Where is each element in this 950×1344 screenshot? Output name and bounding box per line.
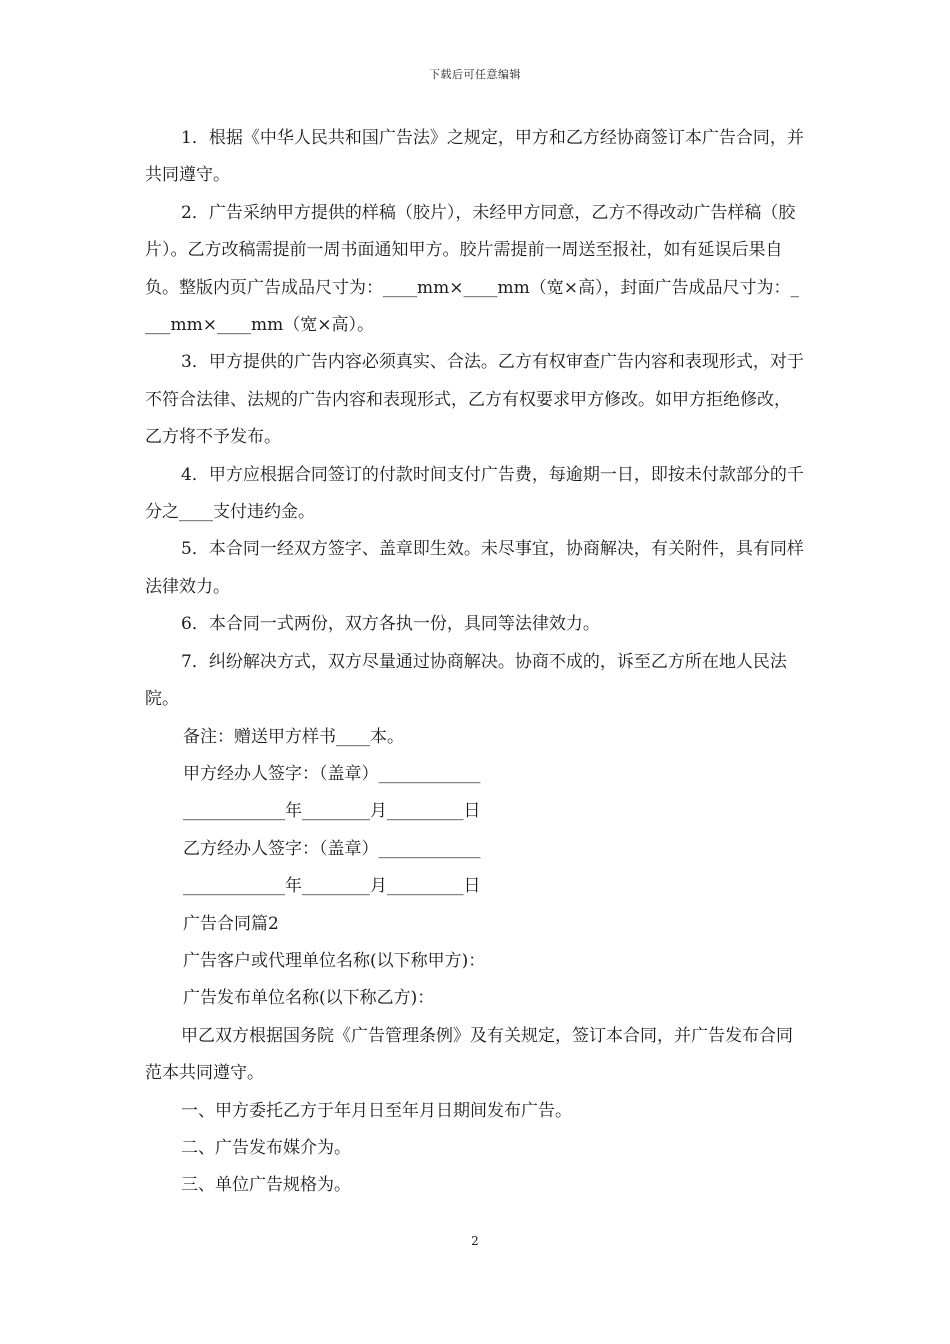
remark-line: 备注：赠送甲方样书____本。 — [183, 726, 404, 747]
clause-1: 1．根据《中华人民共和国广告法》之规定，甲方和乙方经协商签订本广告合同，并共同遵守。 — [145, 128, 804, 186]
clause-4: 4．甲方应根据合同签订的付款时间支付广告费，每逾期一日，即按未付款部分的千分之____支付违约金。 — [145, 464, 804, 523]
party-b-date-line: ____________年________月_________日 — [183, 876, 481, 897]
clause-2: 2．广告采纳甲方提供的样稿（胶片），未经甲方同意，乙方不得改动广告样稿（胶片）。乙方改稿需提前一周书面通知甲方。胶片需提前一周送至报社，如有延误后果自负。整版内页广告成品尺寸为：____mm×____mm（宽×高），封面广告成品尺寸为：____mm×____mm（宽×高）。 — [145, 202, 799, 336]
section-2-item-3: 三、单位广告规格为。 — [181, 1175, 351, 1196]
section-2-intro: 甲乙双方根据国务院《广告管理条例》及有关规定，签订本合同，并广告发布合同范本共同遵守。 — [145, 1025, 793, 1084]
clause-3: 3．甲方提供的广告内容必须真实、合法。乙方有权审查广告内容和表现形式，对于不符合法律、法规的广告内容和表现形式，乙方有权要求甲方修改。如甲方拒绝修改，乙方将不予发布。 — [145, 352, 804, 448]
section-2-item-1: 一、甲方委托乙方于年月日至年月日期间发布广告。 — [181, 1100, 572, 1121]
party-a-date-line: ____________年________月_________日 — [183, 801, 481, 822]
section-2-item-2: 二、广告发布媒介为。 — [181, 1137, 351, 1158]
clause-6: 6．本合同一式两份，双方各执一份，具同等法律效力。 — [181, 614, 600, 635]
client-name-line: 广告客户或代理单位名称(以下称甲方)： — [183, 950, 486, 971]
party-a-signature-line: 甲方经办人签字：（盖章）____________ — [183, 763, 481, 784]
section-2-title: 广告合同篇2 — [183, 913, 279, 934]
clause-5: 5．本合同一经双方签字、盖章即生效。未尽事宜，协商解决，有关附件，具有同样法律效力。 — [145, 539, 804, 597]
page-number: 2 — [471, 1234, 479, 1248]
page-header: 下载后可任意编辑 — [429, 68, 521, 81]
party-b-signature-line: 乙方经办人签字：（盖章）____________ — [183, 838, 481, 859]
publisher-name-line: 广告发布单位名称(以下称乙方)： — [183, 988, 435, 1009]
clause-7: 7．纠纷解决方式，双方尽量通过协商解决。协商不成的，诉至乙方所在地人民法院。 — [145, 651, 787, 710]
document-body — [145, 120, 805, 1205]
